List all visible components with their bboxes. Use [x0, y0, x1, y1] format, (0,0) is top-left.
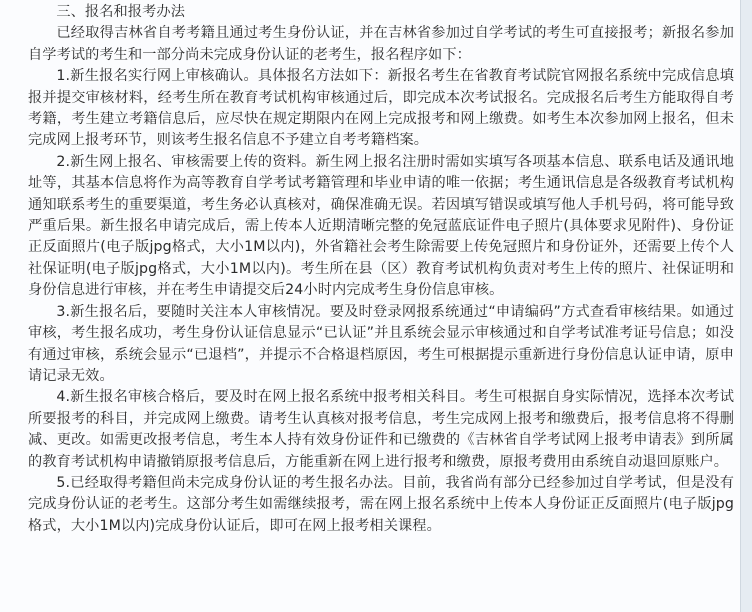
- paragraph-4: 4.新生报名审核合格后，要及时在网上报名系统中报考相关科目。考生可根据自身实际情况，选择本次考试所要报考的科目，并完成网上缴费。请考生认真核对报考信息，考生完成网上报考和缴费后，报考信息将不得删减、更改。如需更改报考信息，考生本人持有效身份证件和已缴费的《吉林省自学考试网上报考申请表》到所属的教育考试机构申请撤销原报考信息后，方能重新在网上进行报考和缴费，原报考费用由系统自动退回原账户。: [28, 389, 734, 470]
- paragraph-3: 3.新生报名后，要随时关注本人审核情况。要及时登录网报系统通过“申请编码”方式查看审核结果。如通过审核，考生报名成功，考生身份认证信息显示“已认证”并且系统会显示审核通过和自学考试准考证号信息；如没有通过审核，系统会显示“已退档”，并提示不合格退档原因，考生可根据提示重新进行身份信息认证申请，原申请记录无效。: [28, 303, 734, 384]
- article-body: [28, 2, 734, 537]
- paragraph-2: 2.新生网上报名、审核需要上传的资料。新生网上报名注册时需如实填写各项基本信息、联系电话及通讯地址等，其基本信息将作为高等教育自学考试考籍管理和毕业申请的唯一依据；考生通讯信息是各级教育考试机构通知联系考生的重要渠道，考生务必认真核对，确保准确无误。若因填写错误或填写他人手机号码，将可能导致严重后果。新生报名申请完成后，需上传本人近期清晰完整的免冠蓝底证件电子照片(具体要求见附件)、身份证正反面照片(电子版jpg格式，大小1M以内)，外省籍社会考生除需要上传免冠照片和身份证外，还需要上传个人社保证明(电子版jpg格式，大小1M以内)。考生所在县（区）教育考试机构负责对考生上传的照片、社保证明和身份信息进行审核，并在考生申请提交后24小时内完成考生身份信息审核。: [28, 153, 734, 299]
- section-title: 三、报名和报考办法: [56, 4, 185, 20]
- paragraph-1: 1.新生报名实行网上审核确认。具体报名方法如下：新报名考生在省教育考试院官网报名系统中完成信息填报并提交审核材料，经考生所在教育考试机构审核通过后，即完成本次考试报名。完成报名后考生方能取得自考考籍，考生建立考籍信息后，应尽快在规定期限内在网上完成报考和网上缴费。如考生本次参加网上报名，但未完成网上报考环节，则该考生报名信息不予建立自考考籍档案。: [28, 68, 734, 149]
- paragraph-5: 5.已经取得考籍但尚未完成身份认证的考生报名办法。目前，我省尚有部分已经参加过自学考试，但是没有完成身份认证的老考生。这部分考生如需继续报考，需在网上报名系统中上传本人身份证正反面照片(电子版jpg格式，大小1M以内)完成身份认证后，即可在网上报考相关课程。: [28, 474, 734, 534]
- vertical-scrollbar[interactable]: [740, 0, 752, 612]
- intro-paragraph: 已经取得吉林省自考考籍且通过考生身份认证，并在吉林省参加过自学考试的考生可直接报考；新报名参加自学考试的考生和一部分尚未完成身份认证的老考生，报名程序如下：: [28, 25, 734, 63]
